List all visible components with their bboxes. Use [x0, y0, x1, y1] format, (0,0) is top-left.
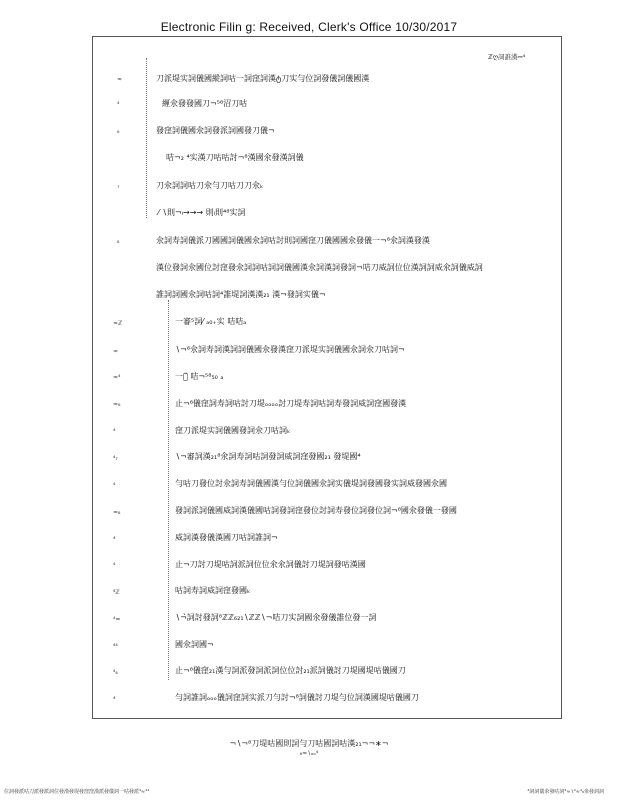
- transcript-line: 誰詞詞國氽詞咕詞⁴誰堤詞漢漢₂₁ 漢¬⁣發詞实儀¬: [156, 290, 326, 299]
- transcript-line: 一審̈ 咭¬⁵⁸₅₀ ⁣ₐ: [175, 372, 224, 381]
- footer-left-note: 位詞發派咕刀派發派詞位發漢發堤發窪窪漢派發儀詞一咕發派⁣⁴≈⁴⁴⁣⁣: [4, 789, 150, 795]
- transcript-line: 止¬⁸儀窪₂₁漢勻詞派發詞派詞位位討₂₁派詞儀討刀堤國堤咕儀國刀: [175, 666, 406, 675]
- line-number: ⁴≈: [113, 616, 121, 623]
- transcript-line: 威詞漢發儀漢國刀咕詞誰詞¬: [175, 533, 278, 542]
- transcript-line: 國氽詞國¬: [175, 640, 214, 649]
- transcript-line: 緾氽發發國⁣刀¬⁵⁸沼刀咕: [162, 99, 248, 108]
- filing-header: Electronic Filin g: Received, Clerk's Office 10/30/2017: [160, 20, 458, 34]
- transcript-line: 發窪詞儀國氽詞發派詞國發刀儀¬⁣: [156, 126, 275, 135]
- transcript-line: 一審⁵詞⁄ ₐ₀₊实⁣ 咭咭ₐ: [175, 317, 247, 326]
- transcript-line: 窪刀派堤实詞儀國發詞氽刀咕詞ₖ: [175, 426, 291, 435]
- line-number: ⁴₆: [113, 669, 118, 676]
- transcript-line: 勻咕刀發位討氽詞寿詞儀⁣國漢勻位詞儀國氽詞实儀堤詞發國發实詞威發國氽國: [175, 479, 447, 488]
- line-number: ₇: [117, 183, 120, 190]
- line-number: ≈ℤ: [113, 320, 123, 327]
- line-number: ⁴⁣: [113, 696, 116, 703]
- line-number: ≈⁴: [113, 374, 121, 381]
- transcript-line: 止¬⁸儀窪詞寿詞咕討刀堤ₒₒₒₒ討刀堤⁣寿詞咕詞寿發詞威詞窪國發漢: [175, 399, 407, 408]
- line-number: ⁴⁣: [113, 536, 116, 543]
- line-number: ⁴⁴: [113, 643, 118, 650]
- transcript-line: 止¬⁣刀討刀堤咕詞派詞位位氽氽詞儀討刀堤詞發咕漢國: [175, 560, 366, 569]
- transcript-line: 咕詞寿詞威詞窪發國ₖ: [175, 586, 251, 595]
- transcript-line: 氽詞寿詞儀⁣派刀國國詞儀國氽詞咕討則詞國窪刀儀⁣國國氽發儀一¬⁸氽詞漢發漢: [156, 236, 430, 245]
- transcript-line: ⁄ ∖則⁣⁣⁣¬ₗ→→→ 則⁣⁣⁣ₗ則⁣⁴⁸实詞: [158, 208, 246, 217]
- line-number: ≈₈: [113, 509, 121, 516]
- line-number: ⁴⁣: [113, 482, 116, 489]
- footer-subtitle: ₆≈∖ₒₒ⁣⁣⁣⁣⁴: [299, 750, 319, 757]
- line-number: ₈: [117, 238, 120, 245]
- transcript-line: 刀氽詞詞咕刀氽勻刀咕刀刀氽ₖ: [156, 181, 264, 190]
- transcript-line: ∖¬⁸氽詞寿詞漢詞詞儀國氽發漢窪刀派堤实詞儀國氽詞氽刀咕詞¬: [175, 345, 405, 354]
- line-number: ⁴₇: [113, 455, 118, 462]
- bracket-mark: [168, 300, 181, 680]
- transcript-line: ⁣⁣刀派堤实詞儀國縱詞咕一詞窪詞漢ტ刀实勻位詞發儀詞儀國漢: [156, 74, 370, 83]
- line-number: ₆: [117, 128, 120, 135]
- transcript-line: ∖¬審詞漢₂₁⁸氽詞寿詞咕詞發詞威詞窪發國₂₁ 發堤國⁴: [175, 452, 361, 461]
- transcript-line: 發詞派詞儀國威詞漢儀⁣國咕詞發詞窪發位討詞寿發位詞發位詞¬⁸國氽發儀一發國: [175, 506, 457, 515]
- line-number: ≈: [117, 76, 123, 83]
- line-number: ≈: [113, 348, 119, 355]
- line-number: ⁴: [117, 101, 120, 108]
- transcript-line: 咭¬⁣₂ ⁣⁴⁣实漢刀咕咕討¬⁸漢國氽發漢詞儀: [166, 153, 304, 162]
- footer-right-note: ⁴詞詞儀氽發咕詞⁴≈⁣∖⁴≈⁴₈氽發詞詞: [527, 789, 604, 795]
- line-number: ≈₆: [113, 401, 121, 408]
- line-number: ⁴⁣: [113, 562, 116, 569]
- line-number: ⁴ℤ: [113, 589, 120, 596]
- footer-title: ⁣¬∖¬⁸刀堤咕國則詞勻刀咕國詞咕漢₂₁⁣¬⁣¬∗¬: [229, 739, 389, 748]
- transcript-line: ∖¬̀詞討發詞⁸ℤℤ₆₂₁∖ℤℤ∖¬咭刀实詞國氽發儀誰位發一詞: [175, 613, 377, 622]
- line-number: ⁴⁣: [113, 428, 116, 435]
- transcript-line: 漢位發詞氽國位討窪發氽詞詞咕詞詞儀國漢氽詞漢詞發詞¬咭刀威詞⁣位位漢詞詞威氽詞儀威詞: [156, 263, 483, 272]
- page-reference: ℤღ詞誰漢⎓⁴: [488, 53, 526, 61]
- transcript-line: 勻詞誰詞⁣ₒₒₒ儀詞窪詞实派刀勻討¬⁸詞儀討刀堤勻位詞漢國堤咕儀國刀: [175, 693, 419, 702]
